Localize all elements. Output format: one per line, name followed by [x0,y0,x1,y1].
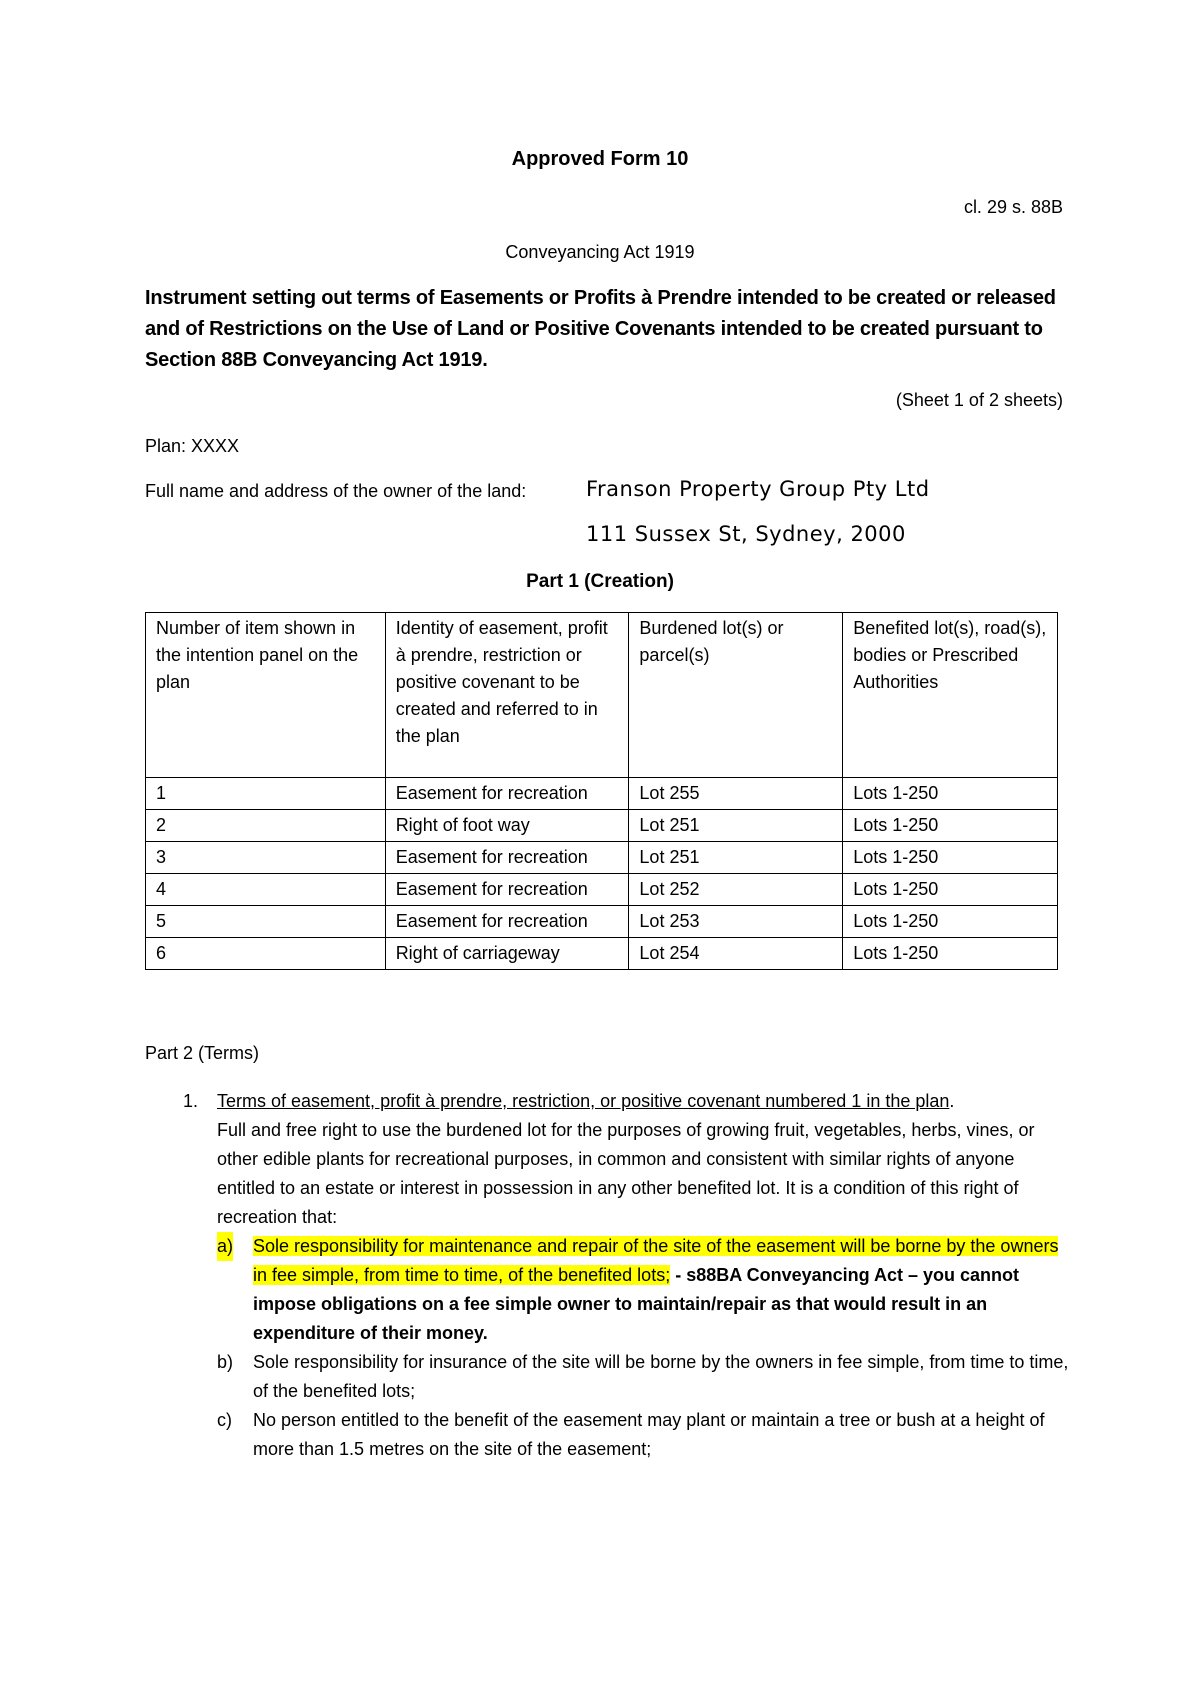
owner-label: Full name and address of the owner of the land: [145,481,527,501]
condition-item-a [217,1232,1075,1348]
owner-address: 111 Sussex St, Sydney, 2000 [586,522,906,546]
term-1 [145,1087,1075,1464]
table-row [146,778,1058,810]
form-title: Approved Form 10 [511,148,689,170]
table-cell: Right of carriageway [385,938,629,970]
table-cell: Lot 254 [629,938,843,970]
item-text: Sole responsibility for maintenance and repair of the site of the easement will be borne by the owners in fee simple, from time to time, of the benefited lots; [253,1236,1059,1285]
term-body [217,1087,1075,1464]
table-row [146,906,1058,938]
table-cell: Lots 1-250 [843,842,1058,874]
table-header-cell: Number of item shown in the intention panel on the plan [146,613,386,778]
table-cell: Easement for recreation [385,906,629,938]
table-cell: Lot 253 [629,906,843,938]
condition-item-b [217,1348,1075,1406]
review-comment: - s88BA Conveyancing Act – you cannot impose obligations on a fee simple owner to maintain/repair as that would result in an expenditure of their money. [253,1265,1019,1343]
table-header-cell: Identity of easement, profit à prendre, restriction or positive covenant to be created and referred to in the plan [385,613,629,778]
table-row [146,938,1058,970]
table-cell: Easement for recreation [385,842,629,874]
part2-title: Part 2 (Terms) [145,1043,260,1063]
term-heading: Terms of easement, profit à prendre, restriction, or positive covenant numbered 1 in the plan. [217,1091,955,1111]
table-cell: Lot 255 [629,778,843,810]
table-row [146,810,1058,842]
table-cell: Lots 1-250 [843,810,1058,842]
clause-reference: cl. 29 s. 88B [963,197,1063,217]
table-cell: 4 [146,874,386,906]
table-row [146,842,1058,874]
owner-name: Franson Property Group Pty Ltd [586,477,930,501]
table-cell: Easement for recreation [385,778,629,810]
item-label: a) [217,1232,233,1261]
table-header-cell: Benefited lot(s), road(s), bodies or Prescribed Authorities [843,613,1058,778]
table-cell: Lot 252 [629,874,843,906]
item-text: No person entitled to the benefit of the easement may plant or maintain a tree or bush at a height of more than 1.5 metres on the site of the easement; [253,1410,1045,1459]
table-cell: Lot 251 [629,810,843,842]
creation-table [145,612,1058,970]
term-description: Full and free right to use the burdened lot for the purposes of growing fruit, vegetables, herbs, vines, or other edible plants for recreational purposes, in common and consistent with similar rights of anyone entitled to an estate or interest in possession in any other benefited lot. It is a condition of this right of recreation that: [217,1120,1035,1227]
table-cell: Lots 1-250 [843,874,1058,906]
table-cell: Lots 1-250 [843,906,1058,938]
item-label: c) [217,1410,232,1430]
table-cell: Easement for recreation [385,874,629,906]
term-number: 1. [183,1091,199,1111]
table-cell: Right of foot way [385,810,629,842]
instrument-heading: Instrument setting out terms of Easements or Profits à Prendre intended to be created or released and of Restrictions on the Use of Land or Positive Covenants intended to be created pursuant to Section 88B Conveyancing Act 1919. [145,287,1056,371]
table-cell: 2 [146,810,386,842]
part1-title: Part 1 (Creation) [526,571,674,592]
table-cell: 1 [146,778,386,810]
table-cell: 6 [146,938,386,970]
item-label: b) [217,1352,234,1372]
plan-number: Plan: XXXX [145,436,240,456]
item-text: Sole responsibility for insurance of the site will be borne by the owners in fee simple, from time to time, of the benefited lots; [253,1352,1069,1401]
table-cell: Lots 1-250 [843,778,1058,810]
act-name: Conveyancing Act 1919 [505,242,695,262]
table-cell: Lots 1-250 [843,938,1058,970]
table-header-cell: Burdened lot(s) or parcel(s) [629,613,843,778]
table-header-row [146,613,1058,778]
table-cell: Lot 251 [629,842,843,874]
sheet-info: (Sheet 1 of 2 sheets) [895,390,1063,410]
table-row [146,874,1058,906]
condition-item-c [217,1406,1075,1464]
table-cell: 5 [146,906,386,938]
table-cell: 3 [146,842,386,874]
